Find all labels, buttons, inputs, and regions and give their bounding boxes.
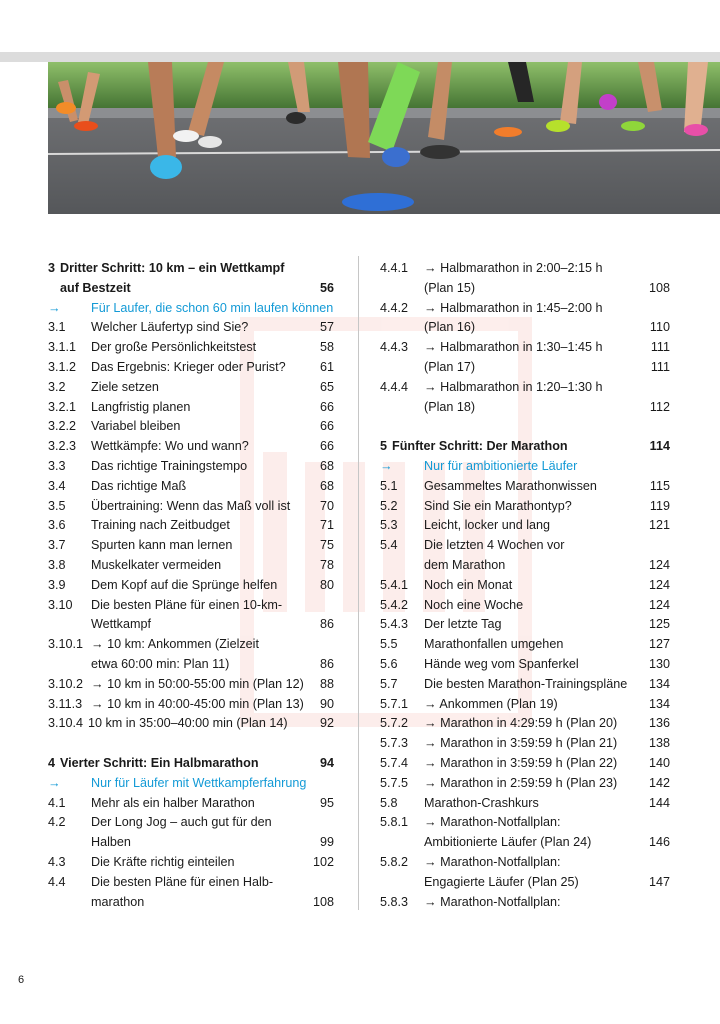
toc-entry-number: 5.8.3 (380, 894, 409, 909)
toc-entry-number: 3.3 (48, 458, 66, 473)
toc-right-column (380, 259, 670, 912)
toc-entry-page: 108 (312, 894, 334, 909)
toc-entry-number: 4.1 (48, 795, 66, 810)
toc-entry-title: Welcher Läufertyp sind Sie? (91, 320, 249, 335)
toc-entry-number: 5.7.2 (380, 716, 409, 731)
toc-entry-number: 4.4.4 (380, 379, 409, 394)
toc-entry-number: 5.5 (380, 637, 398, 652)
toc-entry-title: Muskelkater vermeiden (91, 557, 222, 572)
toc-entry-title: → Marathon in 3:59:59 h (Plan 22) (424, 755, 618, 770)
toc-entry-number: 5.4.3 (380, 617, 409, 632)
toc-entry-number: 5.8.2 (380, 854, 409, 869)
toc-entry-page: 134 (648, 696, 670, 711)
toc-entry-page: 95 (319, 795, 334, 810)
toc-entry-page: 111 (650, 340, 670, 355)
toc-entry-title: Nur für Läufer mit Wettkampferfahrung (91, 775, 307, 790)
toc-entry-title: Langfristig planen (91, 399, 191, 414)
toc-entry (48, 378, 334, 398)
toc-entry (48, 338, 334, 358)
toc-left-column (48, 259, 334, 912)
toc-entry-page: 111 (650, 359, 670, 374)
toc-entry-title: → Halbmarathon in 1:30–1:45 h (424, 340, 603, 355)
toc-entry-page: 57 (319, 320, 334, 335)
toc-entry-number: 4 (48, 755, 56, 770)
toc-entry (380, 833, 670, 853)
toc-entry-title: Marathonfallen umgehen (424, 637, 564, 652)
toc-entry-page: 114 (649, 439, 670, 454)
toc-entry-number: 4.4.1 (380, 261, 409, 275)
toc-entry (48, 635, 334, 655)
toc-entry-number: 3.2.1 (48, 399, 77, 414)
toc-entry-number: 5.3 (380, 518, 398, 533)
toc-entry-page: 125 (648, 617, 670, 632)
toc-entry-page: 119 (649, 498, 670, 513)
toc-entry-title: (Plan 18) (424, 399, 476, 414)
toc-entry (48, 695, 334, 715)
toc-entry-title: Die Kräfte richtig einteilen (91, 854, 235, 869)
toc-entry (380, 299, 670, 319)
toc-entry-title: → Halbmarathon in 1:45–2:00 h (424, 300, 603, 315)
toc-entry (380, 853, 670, 873)
toc-entry (380, 536, 670, 556)
toc-entry-title: Marathon-Crashkurs (424, 795, 539, 810)
toc-entry-title: Die letzten 4 Wochen vor (424, 538, 565, 553)
toc-entry (380, 497, 670, 517)
toc-entry-page: 58 (319, 340, 334, 355)
toc-entry (48, 794, 334, 814)
toc-entry (380, 556, 670, 576)
toc-entry-title: Mehr als ein halber Marathon (91, 795, 255, 810)
runners-photo (48, 62, 720, 214)
toc-entry (380, 378, 670, 398)
toc-entry-page: 124 (648, 557, 670, 572)
toc-entry (48, 259, 334, 279)
toc-entry-number: 5.6 (380, 656, 398, 671)
toc-entry-title: → Halbmarathon in 2:00–2:15 h (424, 261, 603, 275)
toc-entry-number: → (48, 300, 61, 315)
section-gap (380, 417, 670, 437)
toc-entry-title: Wettkampf (91, 617, 151, 632)
toc-entry-page: 136 (648, 716, 670, 731)
toc-entry-page: 86 (319, 617, 334, 632)
toc-entry-title: dem Marathon (424, 557, 506, 572)
toc-entry-page: 110 (649, 320, 670, 335)
toc-entry-number: 4.4.2 (380, 300, 409, 315)
toc-entry-page: 75 (319, 538, 334, 553)
toc-entry-number: 5.7 (380, 676, 398, 691)
toc-entry-page: 92 (319, 716, 334, 731)
toc-entry-title: Wettkämpfe: Wo und wann? (91, 439, 249, 454)
toc-entry (380, 596, 670, 616)
toc-entry (48, 596, 334, 616)
toc-entry-title: Die besten Pläne für einen 10-km- (91, 597, 283, 612)
toc-entry-title: Nur für ambitionierte Läufer (424, 458, 578, 473)
toc-entry-number: 5.1 (380, 478, 398, 493)
toc-entry-page: 66 (319, 439, 334, 454)
toc-entry-title: Für Laufer, die schon 60 min laufen können (91, 300, 334, 315)
toc-entry-number: 3.5 (48, 498, 66, 513)
toc-entry (48, 536, 334, 556)
toc-entry (380, 398, 670, 418)
toc-entry-title: → Marathon-Notfallplan: (424, 894, 561, 909)
toc-entry (48, 358, 334, 378)
toc-entry (48, 299, 334, 319)
top-gray-band (0, 52, 720, 62)
toc-entry-page: 61 (319, 359, 334, 374)
toc-entry-page: 134 (648, 676, 670, 691)
toc-entry-page: 66 (319, 419, 334, 434)
toc-entry-page: 65 (319, 379, 334, 394)
toc-entry-number: 3.4 (48, 478, 66, 493)
toc-entry-title: Das Ergebnis: Krieger oder Purist? (91, 359, 286, 374)
toc-entry-page: 144 (648, 795, 670, 810)
toc-entry-page: 112 (649, 399, 670, 414)
toc-entry (48, 556, 334, 576)
toc-entry (380, 794, 670, 814)
toc-entry-title: Ambitionierte Läufer (Plan 24) (424, 835, 592, 850)
toc-entry (48, 833, 334, 853)
toc-entry-number: 3.1.1 (48, 340, 77, 355)
toc-entry-number: 3.2 (48, 379, 66, 394)
toc-entry-title: Leicht, locker und lang (424, 518, 551, 533)
toc-entry-number: 5.4.1 (380, 577, 409, 592)
toc-entry-number: 3.10.4 (48, 716, 84, 731)
toc-entry-number: 4.2 (48, 815, 66, 830)
toc-entry-number: 3.6 (48, 518, 66, 533)
toc-entry-page: 68 (319, 458, 334, 473)
toc-entry (48, 813, 334, 833)
toc-entry (48, 655, 334, 675)
toc-entry-page: 70 (319, 498, 334, 513)
toc-entry (48, 893, 334, 913)
toc-entry-number: → (48, 775, 61, 790)
toc-entry-page: 140 (648, 755, 670, 770)
toc-entry (48, 853, 334, 873)
toc-entry (48, 417, 334, 437)
toc-entry-number: 5.4 (380, 538, 398, 553)
toc-entry (380, 873, 670, 893)
toc-entry-number: 5.8 (380, 795, 398, 810)
toc-entry (48, 457, 334, 477)
toc-entry-title: Vierter Schritt: Ein Halbmarathon (60, 755, 259, 770)
toc-entry-title: Die besten Pläne für einen Halb- (91, 874, 274, 889)
toc-entry-title: Noch eine Woche (424, 597, 524, 612)
toc-entry-number: 3.9 (48, 577, 66, 592)
toc-entry-title: Noch ein Monat (424, 577, 513, 592)
toc-entry-page: 90 (319, 696, 334, 711)
toc-entry (48, 615, 334, 635)
toc-entry (48, 437, 334, 457)
toc-entry-number: 5.4.2 (380, 597, 409, 612)
toc-entry-number: 3.11.3 (48, 696, 83, 711)
toc-entry-page: 115 (649, 478, 670, 493)
toc-entry-number: 3 (48, 261, 56, 275)
toc-entry-title: marathon (91, 894, 145, 909)
toc-entry-title: Training nach Zeitbudget (91, 518, 230, 533)
toc-entry-title: → Marathon-Notfallplan: (424, 854, 561, 869)
toc-entry-title: Hände weg vom Spanferkel (424, 656, 579, 671)
toc-entry-number: 3.1 (48, 320, 66, 335)
toc-entry-number: 3.1.2 (48, 359, 77, 374)
toc-entry-title: → Marathon in 3:59:59 h (Plan 21) (424, 736, 618, 751)
toc-entry-page: 78 (319, 557, 334, 572)
toc-entry-page: 124 (648, 597, 670, 612)
column-divider (358, 256, 359, 910)
toc-entry-page: 147 (648, 874, 670, 889)
section-gap (48, 734, 334, 754)
toc-entry (48, 477, 334, 497)
toc-entry-page: 127 (648, 637, 670, 652)
toc-entry-title: Übertraining: Wenn das Maß voll ist (91, 498, 291, 513)
toc-entry-page: 56 (319, 280, 334, 295)
toc-entry-number: 5.8.1 (380, 815, 409, 830)
toc-entry (48, 774, 334, 794)
toc-entry (380, 893, 670, 913)
toc-entry (380, 259, 670, 279)
toc-entry (380, 576, 670, 596)
toc-entry-number: 5.7.1 (380, 696, 409, 711)
toc-entry-title: Variabel bleiben (91, 419, 181, 434)
toc-entry-title: → Marathon in 4:29:59 h (Plan 20) (424, 716, 618, 731)
toc-entry-number: 4.3 (48, 854, 66, 869)
toc-entry-number: 3.2.3 (48, 439, 77, 454)
toc-entry (48, 576, 334, 596)
toc-entry (380, 655, 670, 675)
toc-entry-number: 4.4 (48, 874, 66, 889)
page-number: 6 (18, 974, 25, 986)
toc-entry-title: → 10 km: Ankommen (Zielzeit (91, 637, 259, 652)
toc-entry (48, 398, 334, 418)
toc-entry-title: → Ankommen (Plan 19) (424, 696, 558, 711)
toc-entry-page: 138 (648, 736, 670, 751)
toc-entry-number: 3.7 (48, 538, 66, 553)
toc-entry (380, 734, 670, 754)
toc-entry (380, 714, 670, 734)
toc-entry-title: Der Long Jog – auch gut für den (91, 815, 272, 830)
toc-entry (380, 675, 670, 695)
toc-entry-title: → 10 km in 50:00-55:00 min (Plan 12) (91, 676, 304, 691)
toc-entry (48, 675, 334, 695)
toc-entry-number: 5 (380, 439, 388, 454)
toc-entry-page: 71 (319, 518, 334, 533)
toc-entry (48, 279, 334, 299)
toc-entry-title: → Marathon-Notfallplan: (424, 815, 561, 830)
toc-entry-page: 130 (648, 656, 670, 671)
toc-entry-number: 5.7.3 (380, 736, 409, 751)
toc-entry-number: 3.8 (48, 557, 66, 572)
toc-entry-title: Ziele setzen (91, 379, 159, 394)
toc-entry (380, 318, 670, 338)
toc-entry (380, 338, 670, 358)
toc-entry (48, 497, 334, 517)
toc-entry-title: Sind Sie ein Marathontyp? (424, 498, 572, 513)
toc-entry-title: Spurten kann man lernen (91, 538, 233, 553)
toc-entry-title: Dem Kopf auf die Sprünge helfen (91, 577, 278, 592)
toc-entry-title: → Halbmarathon in 1:20–1:30 h (424, 379, 603, 394)
toc-entry-number: 3.10.2 (48, 676, 84, 691)
toc-entry-page: 142 (648, 775, 670, 790)
toc-entry-title: Das richtige Maß (91, 478, 187, 493)
toc-entry (380, 437, 670, 457)
toc-entry-title: (Plan 16) (424, 320, 476, 335)
toc-entry-number: 3.10.1 (48, 637, 84, 652)
toc-entry (380, 695, 670, 715)
toc-entry-number: 4.4.3 (380, 340, 409, 355)
toc-entry-page: 99 (319, 835, 334, 850)
toc-entry (380, 516, 670, 536)
toc-entry-title: etwa 60:00 min: Plan 11) (91, 656, 230, 671)
toc-entry-number: 3.2.2 (48, 419, 77, 434)
toc-entry-title: Das richtige Trainingstempo (91, 458, 248, 473)
toc-entry-title: Die besten Marathon-Trainingspläne (424, 676, 628, 691)
toc-entry (48, 873, 334, 893)
toc-entry (380, 279, 670, 299)
toc-entry-title: Dritter Schritt: 10 km – ein Wettkampf (60, 261, 285, 275)
toc-entry (48, 516, 334, 536)
toc-entry-title: (Plan 15) (424, 280, 476, 295)
toc-entry-number: 3.10 (48, 597, 73, 612)
toc-entry-page: 146 (648, 835, 670, 850)
toc-entry-page: 121 (648, 518, 670, 533)
toc-entry-page: 66 (319, 399, 334, 414)
toc-entry-number: → (380, 458, 393, 473)
toc-entry-title: Halben (91, 835, 131, 850)
toc-entry-title: 10 km in 35:00–40:00 min (Plan 14) (88, 716, 288, 731)
toc-entry (380, 754, 670, 774)
toc-entry (380, 457, 670, 477)
toc-entry-page: 108 (648, 280, 670, 295)
toc-entry-title: auf Bestzeit (60, 280, 131, 295)
toc-entry-title: Der letzte Tag (424, 617, 502, 632)
toc-entry (380, 477, 670, 497)
toc-entry-page: 102 (312, 854, 334, 869)
toc-entry-number: 5.7.4 (380, 755, 409, 770)
toc-entry (48, 714, 334, 734)
toc-entry-title: Der große Persönlichkeitstest (91, 340, 257, 355)
toc-entry (380, 635, 670, 655)
toc-entry (380, 774, 670, 794)
toc-entry-title: (Plan 17) (424, 359, 476, 374)
toc-entry-page: 124 (648, 577, 670, 592)
toc-entry-page: 68 (319, 478, 334, 493)
toc-entry-page: 86 (319, 656, 334, 671)
toc-entry-page: 88 (319, 676, 334, 691)
toc-entry-page: 80 (319, 577, 334, 592)
toc-entry-title: → Marathon in 2:59:59 h (Plan 23) (424, 775, 618, 790)
toc-entry-page: 94 (319, 755, 334, 770)
toc-entry-title: Engagierte Läufer (Plan 25) (424, 874, 579, 889)
toc-entry-number: 5.7.5 (380, 775, 409, 790)
toc-entry (380, 813, 670, 833)
toc-entry (380, 615, 670, 635)
toc-entry (380, 358, 670, 378)
toc-entry-number: 5.2 (380, 498, 398, 513)
toc-entry (48, 318, 334, 338)
toc-entry (48, 754, 334, 774)
toc-entry-title: Gesammeltes Marathonwissen (424, 478, 597, 493)
toc-entry-title: Fünfter Schritt: Der Marathon (392, 439, 568, 454)
toc-entry-title: → 10 km in 40:00-45:00 min (Plan 13) (91, 696, 304, 711)
